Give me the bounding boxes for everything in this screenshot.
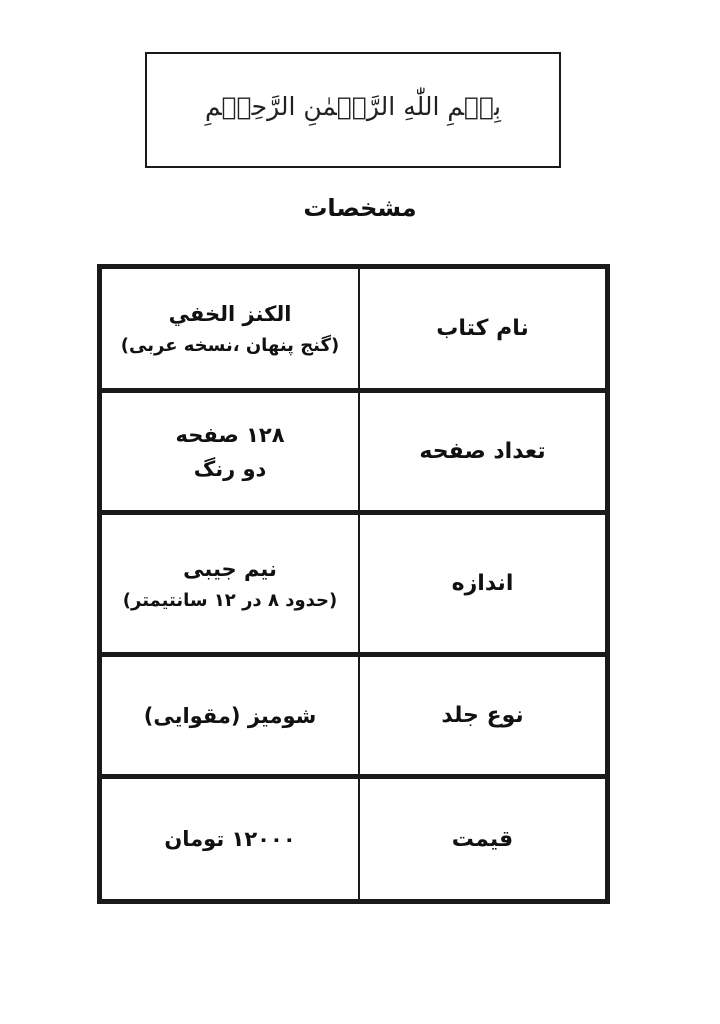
row-label-page-count: تعداد صفحه <box>358 393 605 510</box>
row-value-price <box>102 779 358 899</box>
specs-table <box>97 264 610 904</box>
row-label-binding: نوع جلد <box>358 657 605 774</box>
row-value-page-count <box>102 393 358 510</box>
page-count-sub: دو رنگ <box>193 456 267 481</box>
row-value-binding <box>102 657 358 774</box>
price-main: ۱۲۰۰۰ تومان <box>164 827 296 851</box>
table-row <box>102 269 605 393</box>
table-row <box>102 393 605 515</box>
page-title: مشخصات <box>303 194 417 222</box>
row-value-size <box>102 515 358 652</box>
table-row <box>102 515 605 657</box>
size-main: نیم جیبی <box>183 556 277 581</box>
page-count-main: ۱۲۸ صفحه <box>175 422 285 447</box>
table-row <box>102 657 605 779</box>
row-label-price: قیمت <box>358 779 605 899</box>
size-sub: (حدود ۸ در ۱۲ سانتیمتر) <box>122 589 338 611</box>
row-value-book-name <box>102 269 358 388</box>
row-label-book-name: نام کتاب <box>358 269 605 388</box>
basmala-text: بِسۡمِ اللّٰهِ الرَّحۡمٰنِ الرَّحِيۡمِ <box>205 91 501 121</box>
basmala-box <box>145 52 561 168</box>
binding-main: شومیز (مقوایی) <box>143 703 317 728</box>
book-name-sub: (گنج پنهان ،نسخه عربی) <box>120 334 340 356</box>
book-name-main: الکنز الخفي <box>168 301 292 326</box>
row-label-size: اندازه <box>358 515 605 652</box>
table-row <box>102 779 605 899</box>
